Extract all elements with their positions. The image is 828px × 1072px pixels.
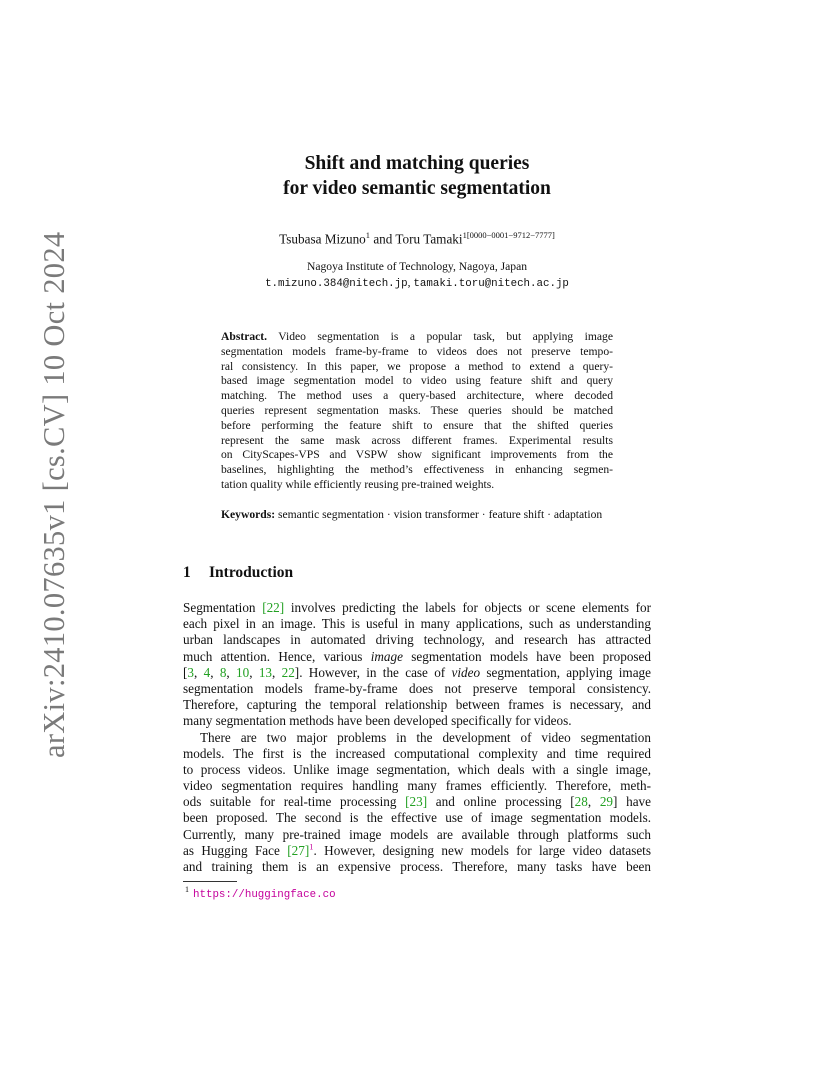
- body-line: many segmentation methods have been developed specifically for videos.: [183, 713, 572, 729]
- body-line: Currently, many pre-trained image models are available through platforms such: [183, 826, 651, 842]
- bracket: [: [183, 664, 188, 680]
- separator: ,: [587, 794, 600, 810]
- body-line: [183, 649, 651, 665]
- separator: ,: [226, 664, 237, 680]
- abstract: [221, 330, 613, 493]
- keywords: [221, 508, 613, 523]
- citation-link[interactable]: 4: [203, 664, 211, 680]
- citation-link[interactable]: 28: [574, 794, 588, 810]
- footnote: [185, 885, 336, 901]
- arxiv-identifier-stamp[interactable]: arXiv:2410.07635v1 [cs.CV] 10 Oct 2024: [37, 231, 71, 758]
- abstract-line: represent the same mask across different frames. Experimental results: [221, 433, 613, 447]
- abstract-text: Video segmentation is a popular task, but applying image: [267, 330, 613, 343]
- abstract-line: tation quality while efficiently reusing pre-trained weights.: [221, 477, 495, 491]
- citation-link[interactable]: 29: [599, 794, 614, 810]
- abstract-line: queries represent segmentation masks. These queries should be matched: [221, 403, 613, 417]
- title-line-2: for video semantic segmentation: [283, 178, 551, 199]
- citation-link[interactable]: [22]: [262, 600, 285, 615]
- citation-link[interactable]: 8: [219, 664, 227, 680]
- text-run: involves predicting the labels for objects or scene elements for: [284, 600, 651, 615]
- abstract-line: matching. The method uses a query-based architecture, where decoded: [221, 389, 613, 403]
- keywords-text: semantic segmentation · vision transformer · feature shift · adaptation: [275, 508, 603, 521]
- footnote-marker-link[interactable]: 1: [309, 842, 314, 852]
- separator: ,: [210, 664, 220, 680]
- footnote-rule: [183, 881, 237, 882]
- body-line: video segmentation requires handling many frames efficiently. Therefore, meth-: [183, 778, 651, 794]
- footnote-number: 1: [185, 885, 189, 894]
- body-line: [183, 665, 651, 681]
- body-line: Therefore, capturing the temporal relationship between frames is necessary, and: [183, 697, 651, 713]
- separator: ,: [272, 664, 282, 680]
- footnote-url-link[interactable]: https://huggingface.co: [193, 888, 336, 901]
- abstract-line: based image segmentation model to video using feature shift and query: [221, 374, 613, 388]
- bracket: ]: [294, 664, 300, 680]
- text-run: . However, in the case of: [299, 664, 452, 680]
- author-name: Tsubasa Mizuno: [279, 231, 366, 247]
- keywords-label: Keywords:: [221, 508, 276, 521]
- abstract-line: ral consistency. In this paper, we propose a method to extend a query-: [221, 359, 613, 373]
- paper-title: [183, 151, 651, 201]
- abstract-line: segmentation models frame-by-frame to videos does not preserve tempo-: [221, 344, 613, 358]
- text-run: ods suitable for real-time processing: [183, 794, 406, 810]
- text-run: have: [617, 794, 651, 810]
- citation-link[interactable]: 3: [187, 664, 194, 680]
- bracket: [: [570, 794, 575, 810]
- body-line: [183, 794, 651, 810]
- body-line: [183, 600, 651, 616]
- citation-link[interactable]: 13: [258, 664, 272, 680]
- text-run: as Hugging Face: [183, 842, 288, 858]
- email-line: [183, 275, 651, 292]
- emphasis: image: [370, 648, 403, 664]
- body-line: There are two major problems in the development of video segmentation: [200, 729, 651, 745]
- abstract-line: baselines, highlighting the method’s effectiveness in enhancing segmen-: [221, 463, 613, 477]
- citation-link[interactable]: 22: [281, 664, 295, 680]
- section-number: 1: [183, 564, 191, 581]
- separator: ,: [249, 664, 259, 680]
- author-affiliation-mark: 1: [365, 230, 371, 240]
- author-name: Toru Tamaki: [395, 231, 463, 247]
- title-line-1: Shift and matching queries: [304, 153, 530, 174]
- email-separator: ,: [407, 276, 414, 289]
- body-text: [183, 600, 651, 875]
- separator: ,: [194, 664, 204, 680]
- affiliation-block: [183, 259, 651, 292]
- abstract-line: on CityScapes-VPS and VSPW show significant improvements from the: [221, 448, 613, 462]
- abstract-label: Abstract.: [221, 330, 268, 343]
- section-heading: [183, 564, 293, 582]
- text-run: much attention. Hence, various: [183, 648, 371, 664]
- body-line: [183, 843, 651, 859]
- text-run: and online processing: [427, 794, 571, 810]
- text-run: segmentation models have been proposed: [402, 648, 651, 664]
- body-line: to process videos. Unlike image segmentation, which deals with a single image,: [183, 761, 651, 777]
- section-title: Introduction: [209, 564, 294, 581]
- text-run: segmentation, applying image: [480, 664, 651, 680]
- body-line: each pixel in an image. This is useful in many applications, such as understanding: [183, 616, 651, 632]
- citation-link[interactable]: [27]: [287, 842, 310, 858]
- email-link[interactable]: t.mizuno.384@nitech.jp: [265, 278, 408, 290]
- body-line: urban landscapes in automated driving technology, and research has attracted: [183, 632, 651, 648]
- bracket: ]: [613, 794, 618, 810]
- institution: Nagoya Institute of Technology, Nagoya, Japan: [306, 260, 528, 273]
- text-run: Segmentation: [183, 600, 263, 615]
- body-line: segmentation models frame-by-frame does not preserve temporal consistency.: [183, 680, 651, 696]
- citation-link[interactable]: 10: [236, 664, 250, 680]
- abstract-line: [221, 330, 613, 345]
- body-line: models. The first is the increased computational complexity and time required: [183, 745, 651, 761]
- email-link[interactable]: tamaki.toru@nitech.ac.jp: [413, 278, 569, 290]
- text-run: . However, designing new models for large video datasets: [313, 842, 651, 858]
- body-line: been proposed. The second is the effective use of image segmentation models.: [183, 810, 651, 826]
- author-list: [183, 230, 651, 247]
- emphasis: video: [451, 664, 481, 680]
- citation-link[interactable]: [23]: [405, 794, 428, 810]
- abstract-line: before performing the feature shift to ensure that the shifted queries: [221, 418, 613, 432]
- body-line: and training them is an expensive process. Therefore, many tasks have been: [183, 859, 651, 874]
- author-orcid-mark: 1[0000−0001−9712−7777]: [462, 230, 555, 240]
- author-conjunction: and: [370, 231, 396, 247]
